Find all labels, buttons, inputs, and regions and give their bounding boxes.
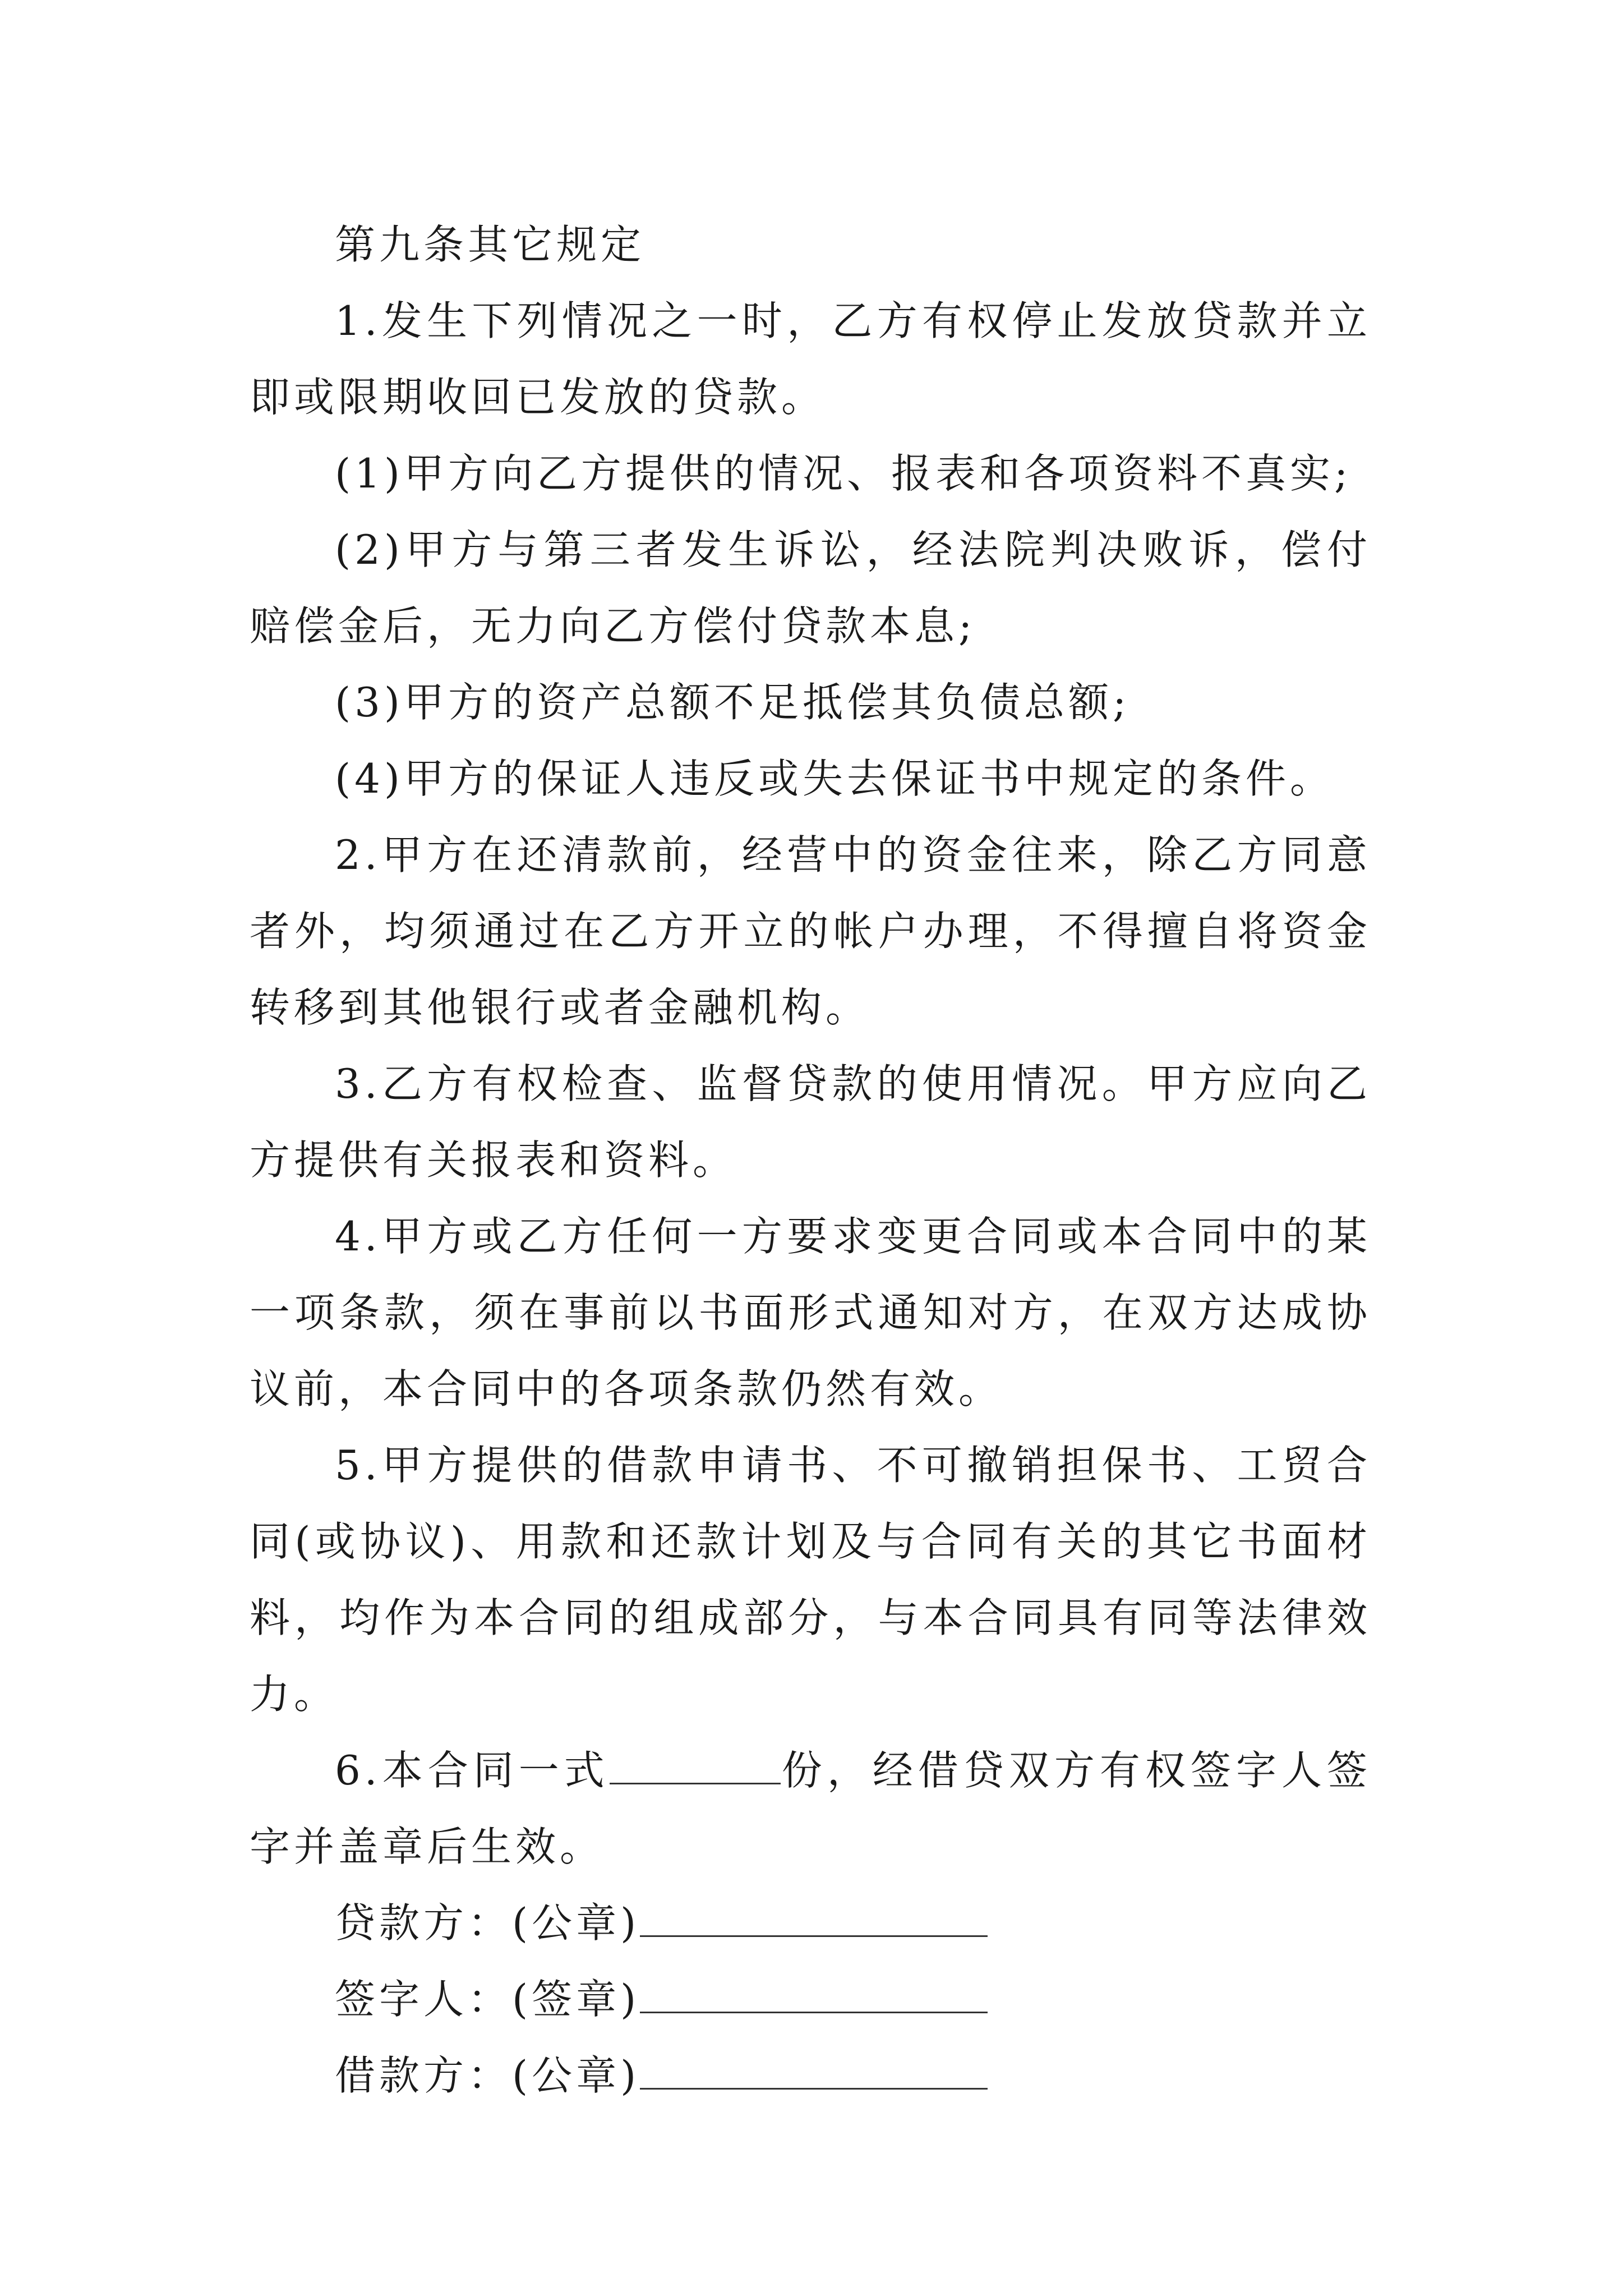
copies-blank <box>610 1751 781 1784</box>
signature-signatory <box>250 1961 1371 2037</box>
clause-1: 1.发生下列情况之一时，乙方有权停止发放贷款并立即或限期收回已发放的贷款。 <box>250 297 1371 421</box>
signature-borrower <box>250 2037 1371 2114</box>
signature-signatory-label: 签字人：(签章) <box>335 1976 640 2023</box>
signature-lender-blank <box>640 1902 988 1937</box>
contract-page <box>250 206 1371 2114</box>
clause-1-item-1: (1)甲方向乙方提供的情况、报表和各项资料不真实; <box>335 450 1352 497</box>
clause-1-item-3: (3)甲方的资产总额不足抵偿其负债总额; <box>335 679 1131 726</box>
clause-3: 3.乙方有权检查、监督贷款的使用情况。甲方应向乙方提供有关报表和资料。 <box>250 1060 1371 1184</box>
signature-signatory-blank <box>640 1978 988 2013</box>
clause-2: 2.甲方在还清款前，经营中的资金往来，除乙方同意者外，均须通过在乙方开立的帐户办理，不得擅自将资金转移到其他银行或者金融机构。 <box>250 831 1371 1031</box>
clause-6-before: 6.本合同一式 <box>335 1747 610 1794</box>
clause-6 <box>250 1732 1371 1885</box>
signature-lender <box>250 1885 1371 1961</box>
signature-borrower-label: 借款方：(公章) <box>335 2052 640 2099</box>
clause-4: 4.甲方或乙方任何一方要求变更合同或本合同中的某一项条款，须在事前以书面形式通知对方，在双方达成协议前，本合同中的各项条款仍然有效。 <box>250 1213 1371 1412</box>
clause-5: 5.甲方提供的借款申请书、不可撤销担保书、工贸合同(或协议)、用款和还款计划及与合同有关的其它书面材料，均作为本合同的组成部分，与本合同具有同等法律效力。 <box>250 1442 1371 1718</box>
signature-borrower-blank <box>640 2054 988 2090</box>
section-heading: 第九条其它规定 <box>335 221 645 268</box>
clause-1-item-4: (4)甲方的保证人违反或失去保证书中规定的条件。 <box>335 755 1334 802</box>
clause-1-item-2: (2)甲方与第三者发生诉讼，经法院判决败诉，偿付赔偿金后，无力向乙方偿付贷款本息; <box>250 526 1371 650</box>
clause-6-after: 份，经借贷双方有权签字人签字并盖章后生效。 <box>250 1747 1371 1870</box>
signature-lender-label: 贷款方：(公章) <box>335 1899 640 1947</box>
